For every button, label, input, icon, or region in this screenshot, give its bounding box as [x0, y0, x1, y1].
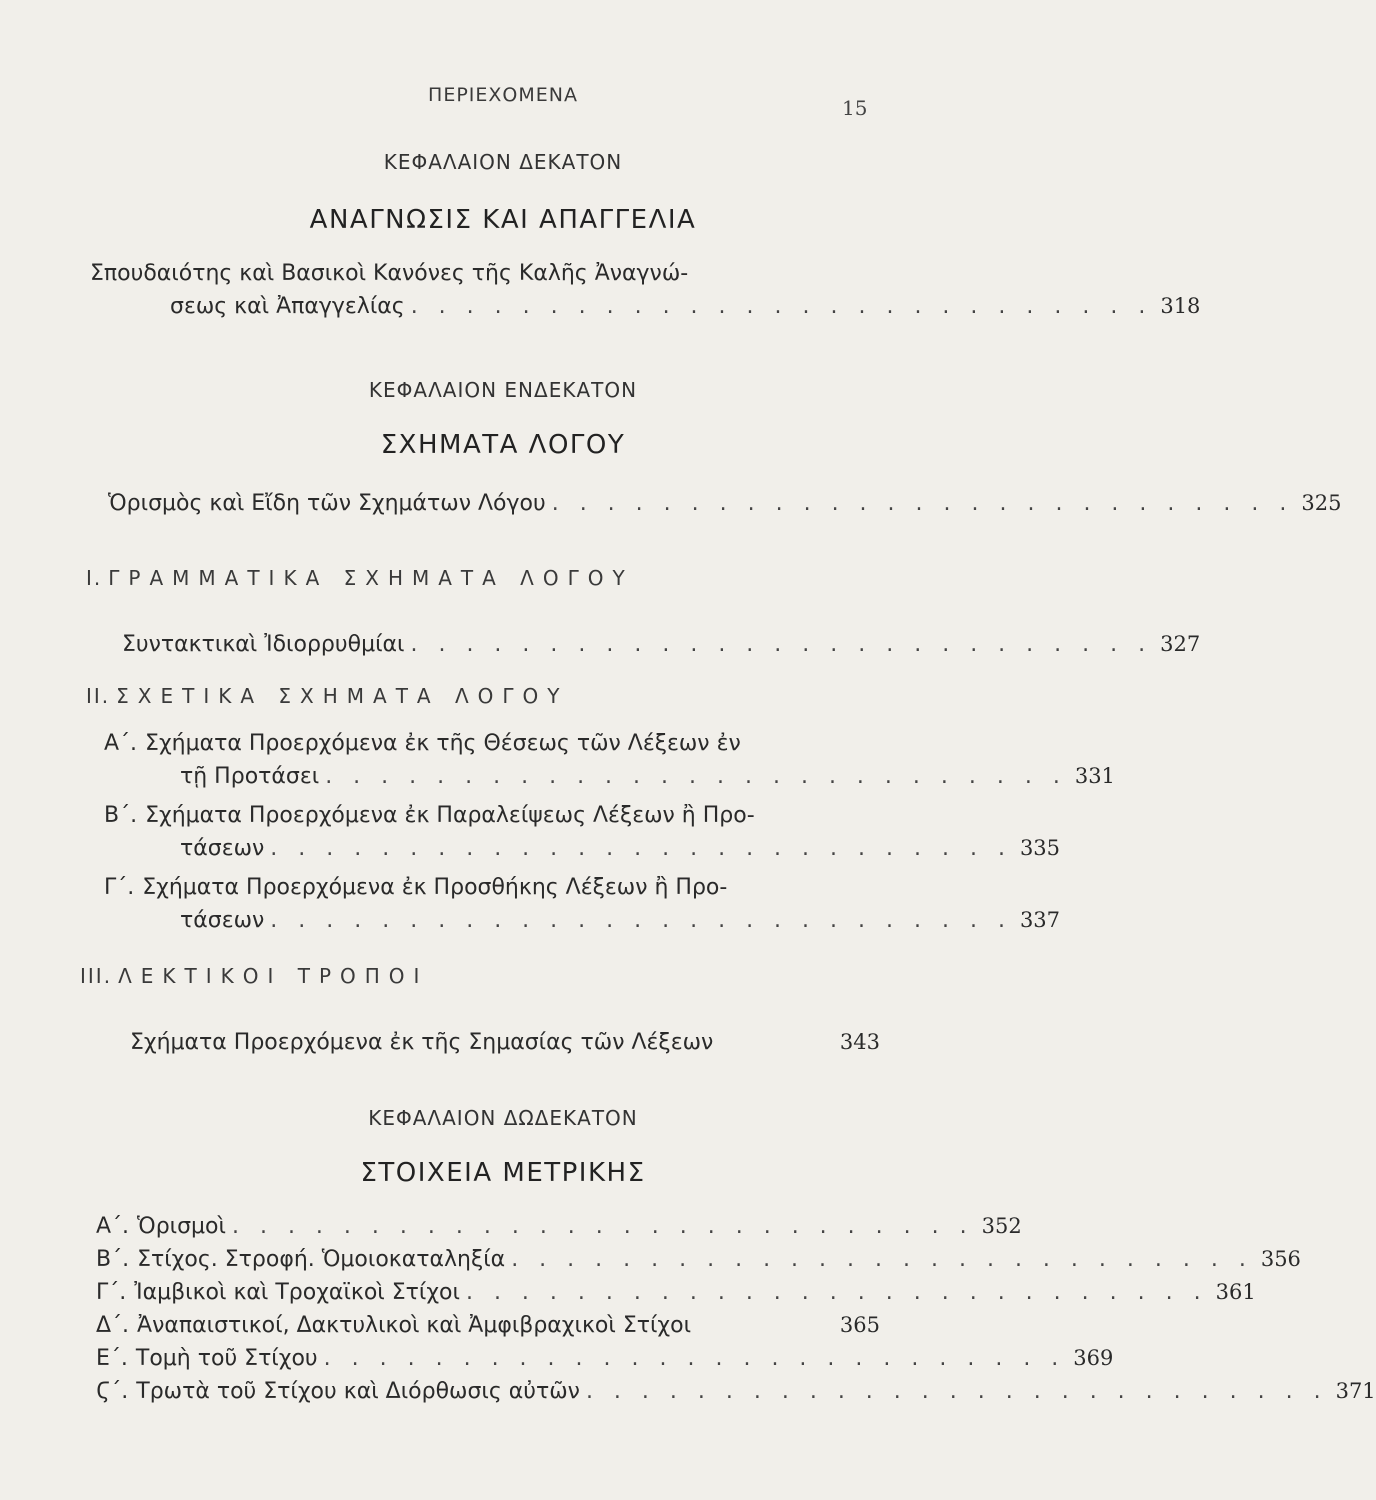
section-3-heading: III. ΛΕΚΤΙΚΟΙ ΤΡΟΠΟΙ	[80, 964, 429, 988]
toc-page-number: 318	[1160, 294, 1201, 318]
dot-leader: . . . . . . . . . . . . . . . . . . . . . . . . . . .	[410, 632, 1153, 657]
toc-entry-371[interactable]	[96, 1375, 1376, 1408]
toc-entry-text: Στίχος. Στροφή. Ὁμοιοκαταληξία	[137, 1247, 506, 1272]
toc-page-number: 371	[1335, 1379, 1376, 1403]
dot-leader: . . . . . . . . . . . . . . . . . . . . . . . . . . .	[585, 1379, 1328, 1404]
toc-page-number: 361	[1215, 1280, 1256, 1304]
section-1-heading: I. ΓΡΑΜΜΑΤΙΚΑ ΣΧΗΜΑΤΑ ΛΟΓΟΥ	[86, 566, 634, 590]
chapter-10-title: ΑΝΑΓΝΩΣΙΣ ΚΑΙ ΑΠΑΓΓΕΛΙΑ	[309, 205, 697, 235]
toc-entry-text: Τομὴ τοῦ Στίχου	[135, 1346, 318, 1371]
toc-entry-text-cont: τάσεων	[180, 836, 265, 861]
dot-leader: . . . . . . . . . . . . . . . . . . . . . . . . . . .	[231, 1214, 974, 1239]
entry-letter: Γ΄.	[104, 875, 135, 900]
toc-entry-text-cont: σεως καὶ Ἀπαγγελίας	[170, 294, 405, 319]
dot-leader: . . . . . . . . . . . . . . . . . . . . . . . . . . .	[511, 1247, 1253, 1272]
toc-page-number: 352	[981, 1214, 1022, 1238]
toc-entry-text: Σχήματα Προερχόμενα ἐκ Παραλείψεως Λέξεων ἢ Προ-	[145, 803, 755, 828]
toc-entry-356[interactable]	[96, 1243, 1301, 1276]
toc-entry-text: Σπουδαιότης καὶ Βασικοὶ Κανόνες τῆς Καλῆς Ἀναγνώ-	[90, 261, 689, 286]
toc-entry-text: Ὁρισμὸς καὶ Εἴδη τῶν Σχημάτων Λόγου	[108, 491, 546, 516]
toc-entry-318[interactable]	[90, 258, 1201, 323]
toc-entry-text: Ἰαμβικοὶ καὶ Τροχαϊκοὶ Στίχοι	[134, 1280, 460, 1305]
toc-page-number: 356	[1260, 1247, 1301, 1271]
toc-entry-331[interactable]	[104, 728, 1115, 793]
section-2-heading: II. ΣΧΕΤΙΚΑ ΣΧΗΜΑΤΑ ΛΟΓΟΥ	[86, 684, 569, 708]
entry-letter: Β΄.	[96, 1247, 130, 1272]
dot-leader: . . . . . . . . . . . . . . . . . . . . . . . . . . .	[270, 908, 1012, 933]
chapter-12-label: ΚΕΦΑΛΑΙΟΝ ΔΩΔΕΚΑΤΟΝ	[368, 1106, 638, 1130]
chapter-12-title: ΣΤΟΙΧΕΙΑ ΜΕΤΡΙΚΗΣ	[360, 1158, 646, 1188]
toc-entry-352[interactable]	[96, 1210, 1022, 1243]
toc-entry-text-cont: τῇ Προτάσει	[180, 764, 320, 789]
chapter-11-title: ΣΧΗΜΑΤΑ ΛΟΓΟΥ	[380, 430, 626, 460]
entry-letter: Γ΄.	[96, 1280, 127, 1305]
entry-letter: Ε΄.	[96, 1346, 128, 1371]
entry-letter: Ϛ΄.	[96, 1379, 129, 1404]
entry-letter: Α΄.	[104, 731, 138, 756]
toc-entry-335[interactable]	[104, 800, 1061, 865]
toc-entry-text: Ὁρισμοὶ	[137, 1214, 226, 1239]
toc-entry-text: Σχήματα Προερχόμενα ἐκ τῆς Σημασίας τῶν Λέξεων	[130, 1030, 714, 1055]
dot-leader: . . . . . . . . . . . . . . . . . . . . . . . . . . .	[410, 294, 1153, 319]
toc-entry-text: Ἀναπαιστικοί, Δακτυλικοὶ καὶ Ἀμφιβραχικοὶ Στίχοι	[137, 1313, 692, 1338]
dot-leader: . . . . . . . . . . . . . . . . . . . . . . . . . . .	[270, 836, 1012, 861]
toc-page-number: 331	[1074, 764, 1115, 788]
entry-letter: Α΄.	[96, 1214, 130, 1239]
dot-leader: . . . . . . . . . . . . . . . . . . . . . . . . . . .	[465, 1280, 1208, 1305]
toc-page-number: 337	[1019, 908, 1061, 932]
toc-entry-text: Σχήματα Προερχόμενα ἐκ τῆς Θέσεως τῶν Λέξεων ἐν	[145, 731, 741, 756]
toc-entry-text: Συντακτικαὶ Ἰδιορρυθμίαι	[122, 632, 405, 657]
toc-entry-361[interactable]	[96, 1276, 1256, 1309]
toc-page-number: 343	[839, 1030, 880, 1054]
toc-entry-327[interactable]	[122, 628, 1201, 661]
toc-page-number: 365	[839, 1313, 880, 1337]
dot-leader: . . . . . . . . . . . . . . . . . . . . . . . . . . .	[325, 764, 1067, 789]
dot-leader: . . . . . . . . . . . . . . . . . . . . . . . . . . .	[551, 491, 1294, 516]
chapter-10-label: ΚΕΦΑΛΑΙΟΝ ΔΕΚΑΤΟΝ	[383, 150, 623, 174]
metric-entries	[96, 1210, 1376, 1408]
page-number: 15	[842, 96, 868, 120]
toc-entry-text: Τρωτὰ τοῦ Στίχου καὶ Διόρθωσις αὐτῶν	[136, 1379, 580, 1404]
toc-entry-325[interactable]	[108, 487, 1342, 520]
toc-entry-369[interactable]	[96, 1342, 1114, 1375]
toc-entry-text: Σχήματα Προερχόμενα ἐκ Προσθήκης Λέξεων ἢ Προ-	[142, 875, 728, 900]
toc-entry-337[interactable]	[104, 872, 1061, 937]
dot-leader: . . . . . . . . . . . . . . . . . . . . . . . . . . .	[323, 1346, 1066, 1371]
toc-entry-365[interactable]	[96, 1309, 880, 1342]
chapter-11-label: ΚΕΦΑΛΑΙΟΝ ΕΝΔΕΚΑΤΟΝ	[368, 378, 638, 402]
running-title: ΠΕΡΙΕΧΟΜΕΝΑ	[428, 84, 578, 106]
toc-entry-343[interactable]	[130, 1026, 880, 1059]
toc-page-number: 327	[1160, 632, 1201, 656]
toc-entry-text-cont: τάσεων	[180, 908, 265, 933]
toc-page-number: 369	[1073, 1346, 1114, 1370]
toc-page-number: 335	[1019, 836, 1061, 860]
entry-letter: Β΄.	[104, 803, 138, 828]
toc-page-number: 325	[1301, 491, 1342, 515]
entry-letter: Δ΄.	[96, 1313, 130, 1338]
